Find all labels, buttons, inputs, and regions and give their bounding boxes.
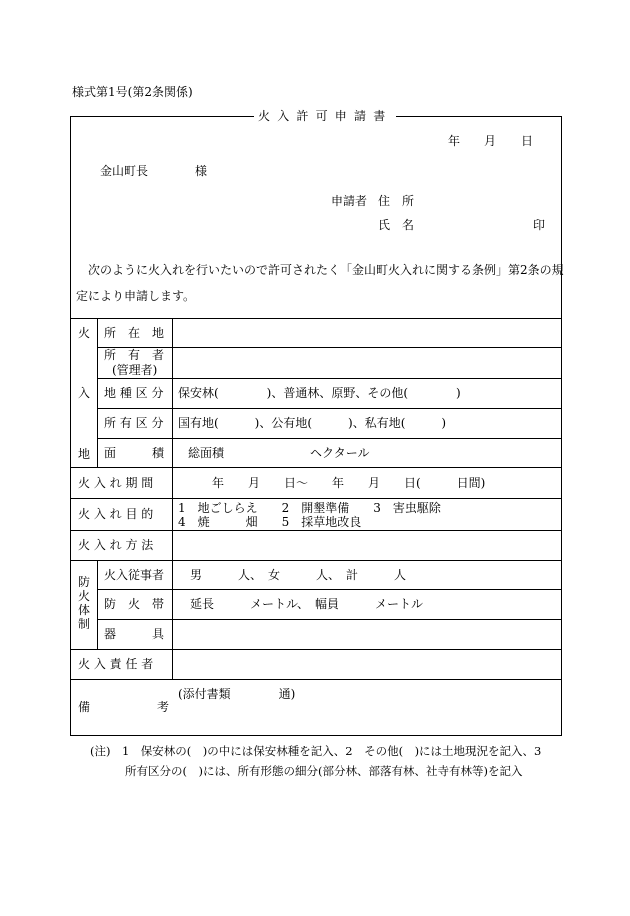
land-group-char-3: 地	[78, 447, 91, 461]
purpose-line1: 1 地ごしらえ 2 開墾準備 3 害虫駆除	[178, 501, 441, 515]
seal-mark: 印	[533, 218, 546, 232]
body-text-line1: 次のように火入れを行いたいので許可されたく「金山町火入れに関する条例」第2条の規	[88, 263, 564, 277]
method-label: 火 入 れ 方 法	[78, 538, 154, 552]
period-label: 火 入 れ 期 間	[78, 476, 154, 490]
remarks-label-left: 備	[78, 700, 91, 714]
frame-bottom	[70, 735, 562, 736]
notes-line1: (注) 1 保安林の( )の中には保安林種を記入、2 その他( )には土地現況を記入、3	[90, 744, 542, 758]
frame-right	[561, 116, 562, 736]
date-month: 月	[484, 134, 497, 148]
owner-label: 所 有 者	[104, 348, 165, 362]
notes-line2: 所有区分の( )には、所有形態の細分(部分林、部落有林、社寺有林等)を記入	[125, 764, 523, 778]
addressee-honorific: 様	[195, 164, 208, 178]
remarks-value: (添付書類 通)	[178, 687, 296, 701]
workers-value: 男 人、 女 人、 計 人	[190, 568, 407, 582]
workers-label: 火入従事者	[104, 568, 165, 582]
area-label: 面 積	[104, 446, 165, 460]
area-unit: ヘクタール	[310, 446, 370, 460]
firebreak-label: 防 火 帯	[104, 597, 165, 611]
fire-group-char-3: 体	[78, 603, 91, 617]
location-label: 所 在 地	[104, 326, 165, 340]
fire-group-char-1: 防	[78, 575, 91, 589]
land-group-char-1: 火	[78, 326, 91, 340]
rule-land-type	[97, 408, 562, 409]
fire-group-char-2: 火	[78, 589, 91, 603]
applicant-address-label: 住 所	[378, 194, 415, 208]
rule-ownership	[97, 438, 562, 439]
land-type-value: 保安林( )、普通林、原野、その他( )	[178, 386, 461, 400]
form-label: 様式第1号(第2条関係)	[72, 85, 193, 99]
rule-method	[70, 560, 562, 561]
applicant-label: 申請者	[331, 194, 368, 208]
ownership-label: 所 有 区 分	[104, 416, 164, 430]
rule-responsible	[70, 679, 562, 680]
rule-land-group-col	[97, 318, 98, 467]
remarks-label-right: 考	[157, 700, 170, 714]
rule-period	[70, 498, 562, 499]
ownership-value: 国有地( )、公有地( )、私有地( )	[178, 416, 447, 430]
rule-table-top	[70, 318, 562, 319]
rule-location	[97, 347, 562, 348]
rule-area	[70, 467, 562, 468]
rule-fire-group-col	[97, 560, 98, 649]
rule-purpose	[70, 530, 562, 531]
land-group-char-2: 入	[78, 386, 91, 400]
date-year: 年	[448, 134, 461, 148]
tools-label: 器 具	[104, 627, 165, 641]
purpose-line2: 4 焼 畑 5 採草地改良	[178, 515, 362, 529]
date-day: 日	[521, 134, 534, 148]
period-value: 年 月 日〜 年 月 日( 日間)	[212, 476, 486, 490]
rule-owner	[97, 378, 562, 379]
area-prefix: 総面積	[188, 446, 225, 460]
responsible-label: 火 入 責 任 者	[78, 657, 154, 671]
addressee-name: 金山町長	[100, 164, 149, 178]
rule-workers	[97, 589, 562, 590]
firebreak-value: 延長 メートル、 幅員 メートル	[190, 597, 424, 611]
frame-left	[70, 116, 71, 736]
applicant-name-label: 氏 名	[378, 218, 415, 232]
body-text-line2: 定により申請します。	[76, 289, 196, 303]
purpose-label: 火 入 れ 目 的	[78, 507, 154, 521]
rule-label-col	[172, 318, 173, 679]
fire-group-char-4: 制	[78, 617, 91, 631]
rule-firebreak	[97, 619, 562, 620]
form-title: 火入許可申請書	[254, 110, 396, 122]
rule-tools	[70, 649, 562, 650]
manager-label: (管理者)	[112, 363, 158, 377]
land-type-label: 地 種 区 分	[104, 386, 164, 400]
